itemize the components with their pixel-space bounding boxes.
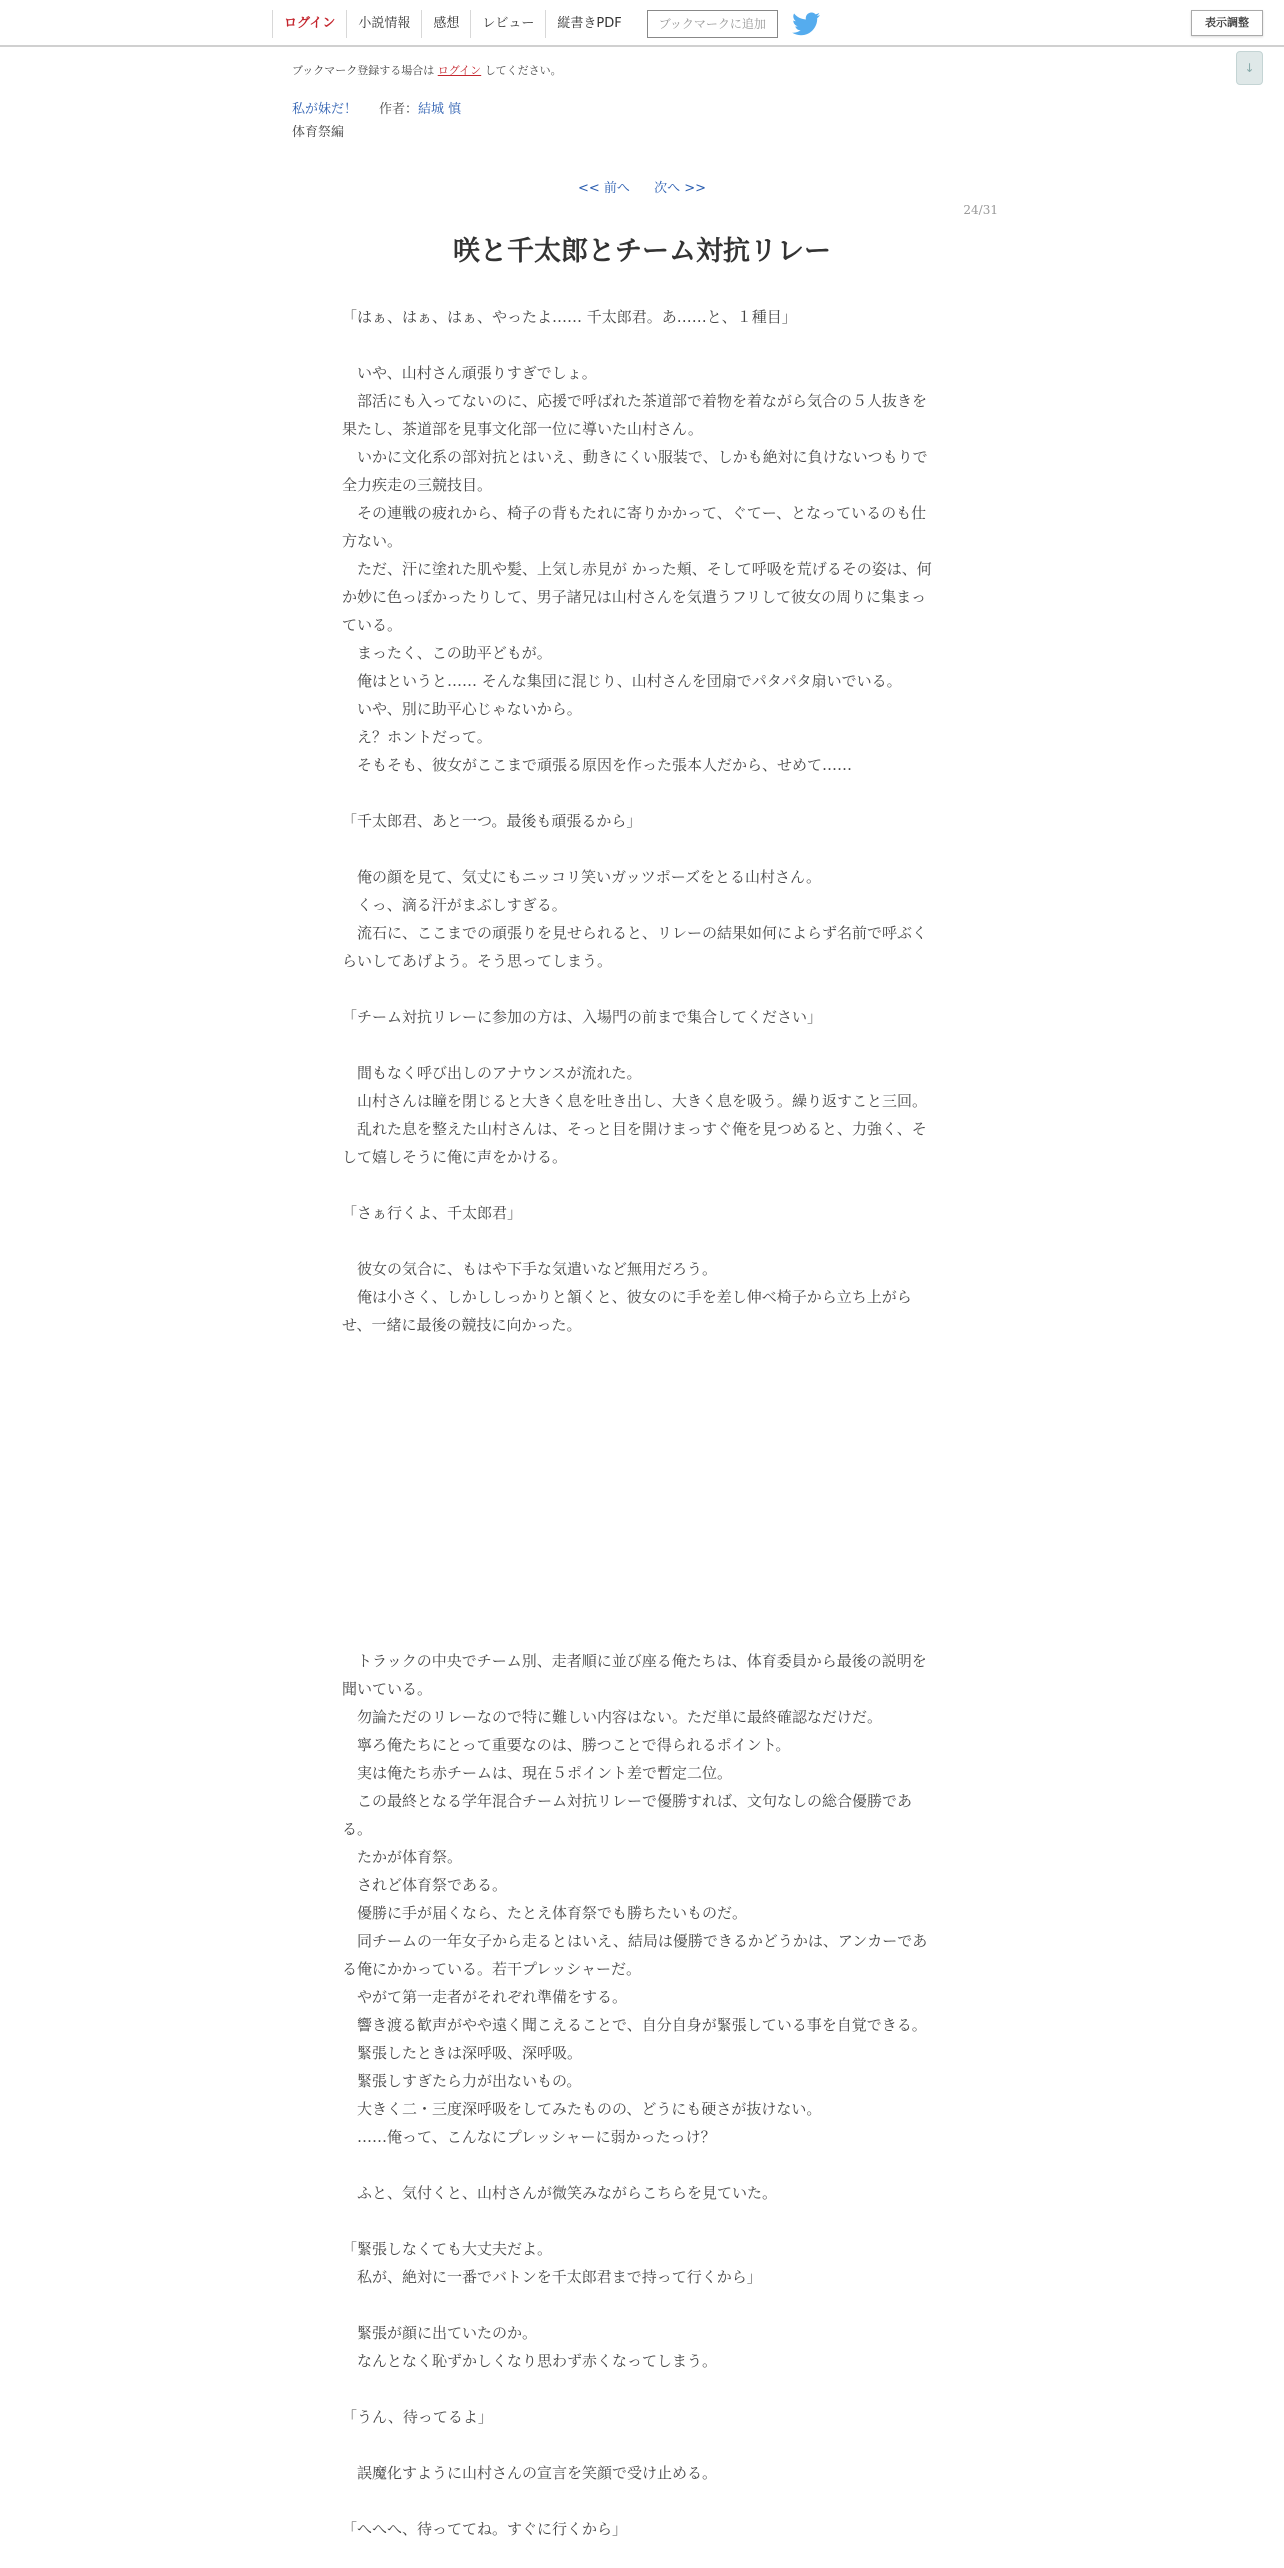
paragraph-line: 「はぁ、はぁ、はぁ、やったよ…… 千太郎君。あ……と、１種目」 [342,308,797,326]
paragraph-line: 「緊張しなくても大丈夫だよ。 [342,2240,553,2258]
paragraph-line: いや、山村さん頑張りすぎでしょ。 [342,364,597,382]
page-count: 24/31 [963,203,998,217]
paragraph-line: 緊張したときは深呼吸、深呼吸。 [342,2044,583,2062]
bookmark-login-note [292,62,562,78]
paragraph-line: 山村さんは瞳を閉じると大きく息を吐き出し、大きく息を吸う。繰り返すこと三回。 [342,1092,928,1110]
series-title-link[interactable]: 私が妹だ！ [292,102,358,117]
author-name-link[interactable]: 結城 慎 [418,102,462,117]
prev-chapter-link[interactable]: << 前へ [578,181,630,196]
paragraph-line: 響き渡る歓声がやや遠く聞こえることで、自分自身が緊張している事を自覚できる。 [342,2016,927,2034]
paragraph-line [342,1171,938,1199]
nav-novel-info-link[interactable]: 小説情報 [346,10,421,38]
paragraph-line: 流石に、ここまでの頑張りを見せられると、リレーの結果如何によらず名前で呼ぶくらいしてあげよう。そう思ってしまう。 [342,924,928,970]
paragraph-line: 私が、絶対に一番でバトンを千太郎君まで持って行くから」 [342,2268,762,2286]
paragraph-line: 誤魔化すように山村さんの宣言を笑顔で受け止める。 [342,2464,718,2482]
paragraph-line [342,2487,938,2515]
paragraph-line: まったく、この助平どもが。 [342,644,552,662]
paragraph-line: 「へへへ、待っててね。すぐに行くから」 [342,2520,628,2538]
novel-info [292,98,461,117]
nav-login-link[interactable]: ログイン [272,10,346,38]
author-label: 作者： [379,102,419,117]
add-bookmark-button[interactable]: ブックマークに追加 [647,10,778,38]
paragraph-line: ただ、汗に塗れた肌や髪、上気し赤見が かった頬、そして呼吸を荒げるその姿は、何か妙に色っぽかったりして、男子諸兄は山村さんを気遣うフリして彼女の周りに集まっている。 [342,560,932,634]
paragraph-line: 大きく二・三度深呼吸をしてみたものの、どうにも硬さが抜けない。 [342,2100,822,2118]
paragraph-line [342,2375,938,2403]
paragraph-line: トラックの中央でチーム別、走者順に並び座る俺たちは、体育委員から最後の説明を聞いている。 [342,1652,927,1698]
chapter-title: 咲と千太郎とチーム対抗リレー [453,236,831,267]
nav-impressions-link[interactable]: 感想 [421,10,470,38]
paragraph-line: え？ホントだって。 [342,728,492,746]
nav-menu [272,9,820,39]
scroll-down-arrow-icon[interactable]: ↓ [1236,51,1263,85]
paragraph-line: されど体育祭である。 [342,1876,508,1894]
paragraph-line: 緊張しすぎたら力が出ないもの。 [342,2072,582,2090]
paragraph-line [342,331,938,359]
paragraph-line: やがて第一走者がそれぞれ準備をする。 [342,1988,628,2006]
paragraph-line: 間もなく呼び出しのアナウンスが流れた。 [342,1064,642,1082]
paragraph-line [342,2431,938,2459]
paragraph-line: 「チーム対抗リレーに参加の方は、入場門の前まで集合してください」 [342,1008,823,1026]
bookmark-note-suffix: してください。 [484,64,562,77]
paragraph-line: ……俺って、こんなにプレッシャーに弱かったっけ？ [342,2128,716,2146]
nav-review-link[interactable]: レビュー [470,10,545,38]
novel-body-part-1 [342,303,938,1339]
paragraph-line: なんとなく恥ずかしくなり思わず赤くなってしまう。 [342,2352,718,2370]
paragraph-line: 「うん、待ってるよ」 [342,2408,493,2426]
bookmark-note-prefix: ブックマーク登録する場合は [292,64,435,77]
chapter-group-title: 体育祭編 [292,125,345,140]
paragraph-line: 優勝に手が届くなら、たとえ体育祭でも勝ちたいものだ。 [342,1904,748,1922]
paragraph-line [342,779,938,807]
paragraph-line: 緊張が顔に出ていたのか。 [342,2324,538,2342]
paragraph-line: 部活にも入ってないのに、応援で呼ばれた茶道部で着物を着ながら気合の５人抜きを果たし、茶道部を見事文化部一位に導いた山村さん。 [342,392,928,438]
paragraph-line: 寧ろ俺たちにとって重要なのは、勝つことで得られるポイント。 [342,1736,791,1754]
next-chapter-link[interactable]: 次へ >> [654,181,706,196]
bookmark-note-login-link[interactable]: ログイン [437,64,482,77]
paragraph-line: いかに文化系の部対抗とはいえ、動きにくい服装で、しかも絶対に負けないつもりで全力疾走の三競技目。 [342,448,928,494]
paragraph-line: 「千太郎君、あと一つ。最後も頑張るから」 [342,812,642,830]
paragraph-line [342,2291,938,2319]
novel-body-part-2 [342,1647,938,2543]
paragraph-line: 俺はというと…… そんな集団に混じり、山村さんを団扇でパタパタ扇いでいる。 [342,672,902,690]
paragraph-line [342,2207,938,2235]
paragraph-line: くっ、滴る汗がまぶしすぎる。 [342,896,567,914]
paragraph-line: そもそも、彼女がここまで頑張る原因を作った張本人だから、せめて…… [342,756,853,774]
paragraph-line: 同チームの一年女子から走るとはいえ、結局は優勝できるかどうかは、アンカーである俺にかかっている。若干プレッシャーだ。 [342,1932,928,1978]
paragraph-line: 実は俺たち赤チームは、現在５ポイント差で暫定二位。 [342,1764,733,1782]
paragraph-line: たかが体育祭。 [342,1848,463,1866]
twitter-bird-icon[interactable] [792,12,820,36]
paragraph-line: 俺の顔を見て、気丈にもニッコリ笑いガッツポーズをとる山村さん。 [342,868,821,886]
paragraph-line [342,1227,938,1255]
paragraph-line [342,975,938,1003]
paragraph-line: その連戦の疲れから、椅子の背もたれに寄りかかって、ぐてー、となっているのも仕方ない。 [342,504,927,550]
nav-vertical-pdf-link[interactable]: 縦書きPDF [545,10,632,38]
paragraph-line: 彼女の気合に、もはや下手な気遣いなど無用だろう。 [342,1260,718,1278]
paragraph-line: 俺は小さく、しかししっかりと頷くと、彼女のに手を差し伸べ椅子から立ち上がらせ、一緒に最後の競技に向かった。 [342,1288,912,1334]
paragraph-line [342,1031,938,1059]
paragraph-line: ふと、気付くと、山村さんが微笑みながらこちらを見ていた。 [342,2184,778,2202]
paragraph-line [342,835,938,863]
paragraph-line: 「さぁ行くよ、千太郎君」 [342,1204,523,1222]
top-navigation-bar [0,0,1284,47]
paragraph-line: この最終となる学年混合チーム対抗リレーで優勝すれば、文句なしの総合優勝である。 [342,1792,913,1838]
display-adjust-button[interactable]: 表示調整 [1191,10,1263,36]
paragraph-line: 勿論ただのリレーなので特に難しい内容はない。ただ単に最終確認なだけだ。 [342,1708,883,1726]
chapter-pager [0,177,1284,196]
paragraph-line [342,2151,938,2179]
paragraph-line: いや、別に助平心じゃないから。 [342,700,582,718]
paragraph-line: 乱れた息を整えた山村さんは、そっと目を開けまっすぐ俺を見つめると、力強く、そして嬉しそうに俺に声をかける。 [342,1120,927,1166]
